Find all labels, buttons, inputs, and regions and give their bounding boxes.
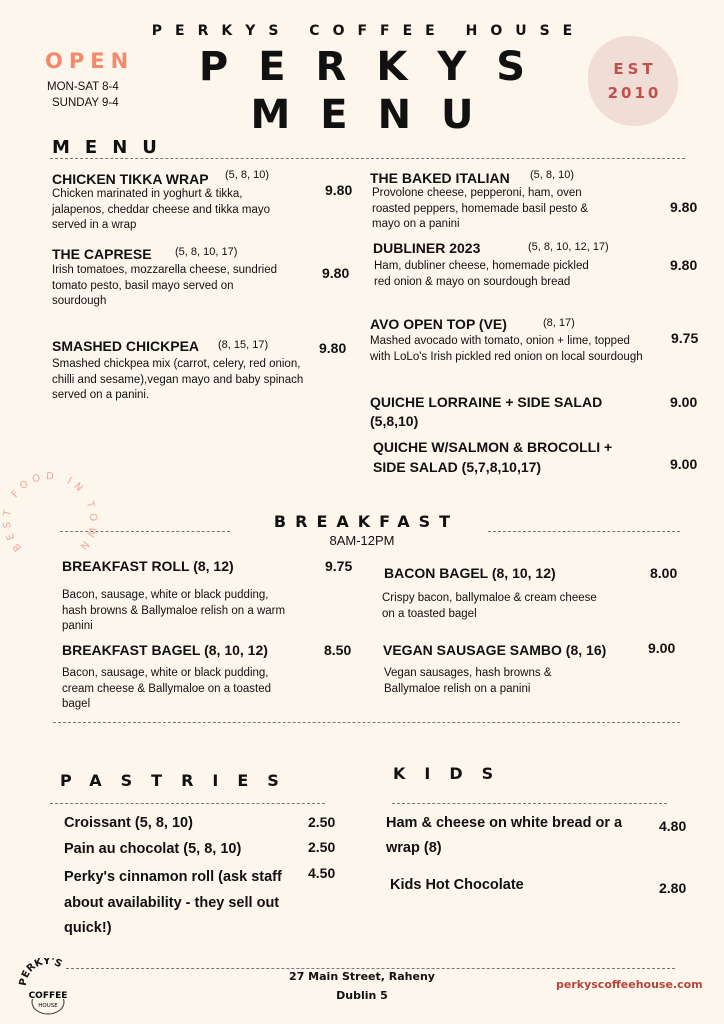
section-heading-breakfast: BREAKFAST [273,512,460,531]
pastry-name: Croissant (5, 8, 10) [64,815,193,831]
divider [66,968,675,969]
kids-item-price: 4.80 [659,818,687,834]
item-desc: Bacon, sausage, white or black pudding, hash browns & Ballymaloe relish on a warm panini [62,589,286,632]
hours-weekdays: MON-SAT 8-4 [47,81,119,93]
item-allergens: (8, 15, 17) [218,339,269,351]
item-price: 9.00 [648,640,676,656]
pastry-price: 2.50 [308,839,336,855]
item-name: BREAKFAST ROLL (8, 12) [62,558,234,574]
item-allergens: (8, 17) [543,317,575,329]
item-name: QUICHE W/SALMON & BROCOLLI + SIDE SALAD (5,7,8,10,17) [373,439,613,475]
item-desc: Bacon, sausage, white or black pudding, cream cheese & Ballymaloe on a toasted bagel [62,667,272,710]
item-name: BACON BAGEL (8, 10, 12) [384,565,556,581]
item-allergens: (5, 8, 10) [530,169,575,181]
item-price: 9.75 [325,558,353,574]
divider [53,722,680,723]
item-name: THE CAPRESE [52,246,152,262]
page-title-menu: MENU [250,92,504,138]
svg-text:HOUSE: HOUSE [38,1003,58,1009]
page-title-perkys: PERKYS [198,44,556,90]
pastry-price: 2.50 [308,814,336,830]
item-name: DUBLINER 2023 [373,240,481,256]
brand-top: PERKYS COFFEE HOUSE [151,23,586,39]
item-price: 9.80 [319,340,347,356]
pastry-name: Pain au chocolat (5, 8, 10) [64,841,242,857]
kids-item-name: Kids Hot Chocolate [390,877,524,893]
item-price: 9.00 [670,456,698,472]
item-desc: Chicken marinated in yoghurt & tikka, jalapenos, cheddar cheese and tikka mayo served in a wrap [52,188,271,231]
address-line2: Dublin 5 [336,989,388,1002]
item-name: VEGAN SAUSAGE SAMBO (8, 16) [383,642,607,658]
section-heading-kids: KIDS [393,764,513,783]
open-label: OPEN [45,49,135,73]
divider [488,531,680,532]
hours-sunday: SUNDAY 9-4 [52,97,119,109]
svg-text:PERKY'S: PERKY'S [18,958,64,987]
stamp-text: BEST FOOD IN TOWN [1,472,99,554]
item-price: 8.50 [324,642,352,658]
est-label: EST [613,60,657,78]
website-link[interactable]: perkyscoffeehouse.com [556,978,703,991]
logo-cup-icon [18,958,78,1016]
item-name: QUICHE LORRAINE + SIDE SALAD (5,8,10) [370,394,603,429]
item-desc: Smashed chickpea mix (carrot, celery, red onion, chilli and sesame),vegan mayo and baby spinach served on a panini. [52,358,304,401]
est-badge [588,36,678,126]
item-name: AVO OPEN TOP (VE) [370,316,507,332]
item-name: SMASHED CHICKPEA [52,338,200,354]
pastry-name: Perky's cinnamon roll (ask staff about availability - they sell out quick!) [64,869,282,936]
breakfast-hours: 8AM-12PM [329,533,395,548]
item-desc: Provolone cheese, pepperoni, ham, oven roasted peppers, homemade basil pesto & mayo on a panini [372,187,589,230]
item-price: 9.00 [670,394,698,410]
item-name: BREAKFAST BAGEL (8, 10, 12) [62,642,268,658]
section-heading-menu: MENU [52,137,172,158]
divider [50,158,685,159]
item-allergens: (5, 8, 10, 12, 17) [528,241,609,253]
item-price: 9.75 [671,330,699,346]
kids-item-name: Ham & cheese on white bread or a wrap (8) [386,815,623,856]
item-price: 8.00 [650,565,678,581]
divider [50,803,325,804]
item-name: THE BAKED ITALIAN [370,170,510,186]
est-year: 2010 [607,84,662,102]
item-price: 9.80 [670,257,698,273]
svg-text:COFFEE: COFFEE [28,991,68,1001]
item-allergens: (5, 8, 10, 17) [175,246,238,258]
divider [392,803,667,804]
item-desc: Vegan sausages, hash browns & Ballymaloe relish on a panini [384,667,552,695]
kids-item-price: 2.80 [659,880,687,896]
item-desc: Crispy bacon, ballymaloe & cream cheese on a toasted bagel [382,592,597,620]
item-price: 9.80 [670,199,698,215]
logo [18,958,78,1016]
address-line1: 27 Main Street, Raheny [289,970,435,983]
pastry-price: 4.50 [308,865,336,881]
item-desc: Irish tomatoes, mozzarella cheese, sundried tomato pesto, basil mayo served on sourdough [52,264,277,307]
item-price: 9.80 [322,265,350,281]
best-food-stamp [0,472,100,554]
section-heading-pastries: PASTRIES [60,771,298,790]
svg-text:BEST FOOD IN TOWN [2,472,98,554]
item-allergens: (5, 8, 10) [225,169,270,181]
item-name: CHICKEN TIKKA WRAP [52,171,209,187]
item-desc: Mashed avocado with tomato, onion + lime, topped with LoLo's Irish pickled red onion on local sourdough [370,335,643,363]
item-desc: Ham, dubliner cheese, homemade pickled red onion & mayo on sourdough bread [374,260,589,288]
item-price: 9.80 [325,182,353,198]
divider [60,531,230,532]
